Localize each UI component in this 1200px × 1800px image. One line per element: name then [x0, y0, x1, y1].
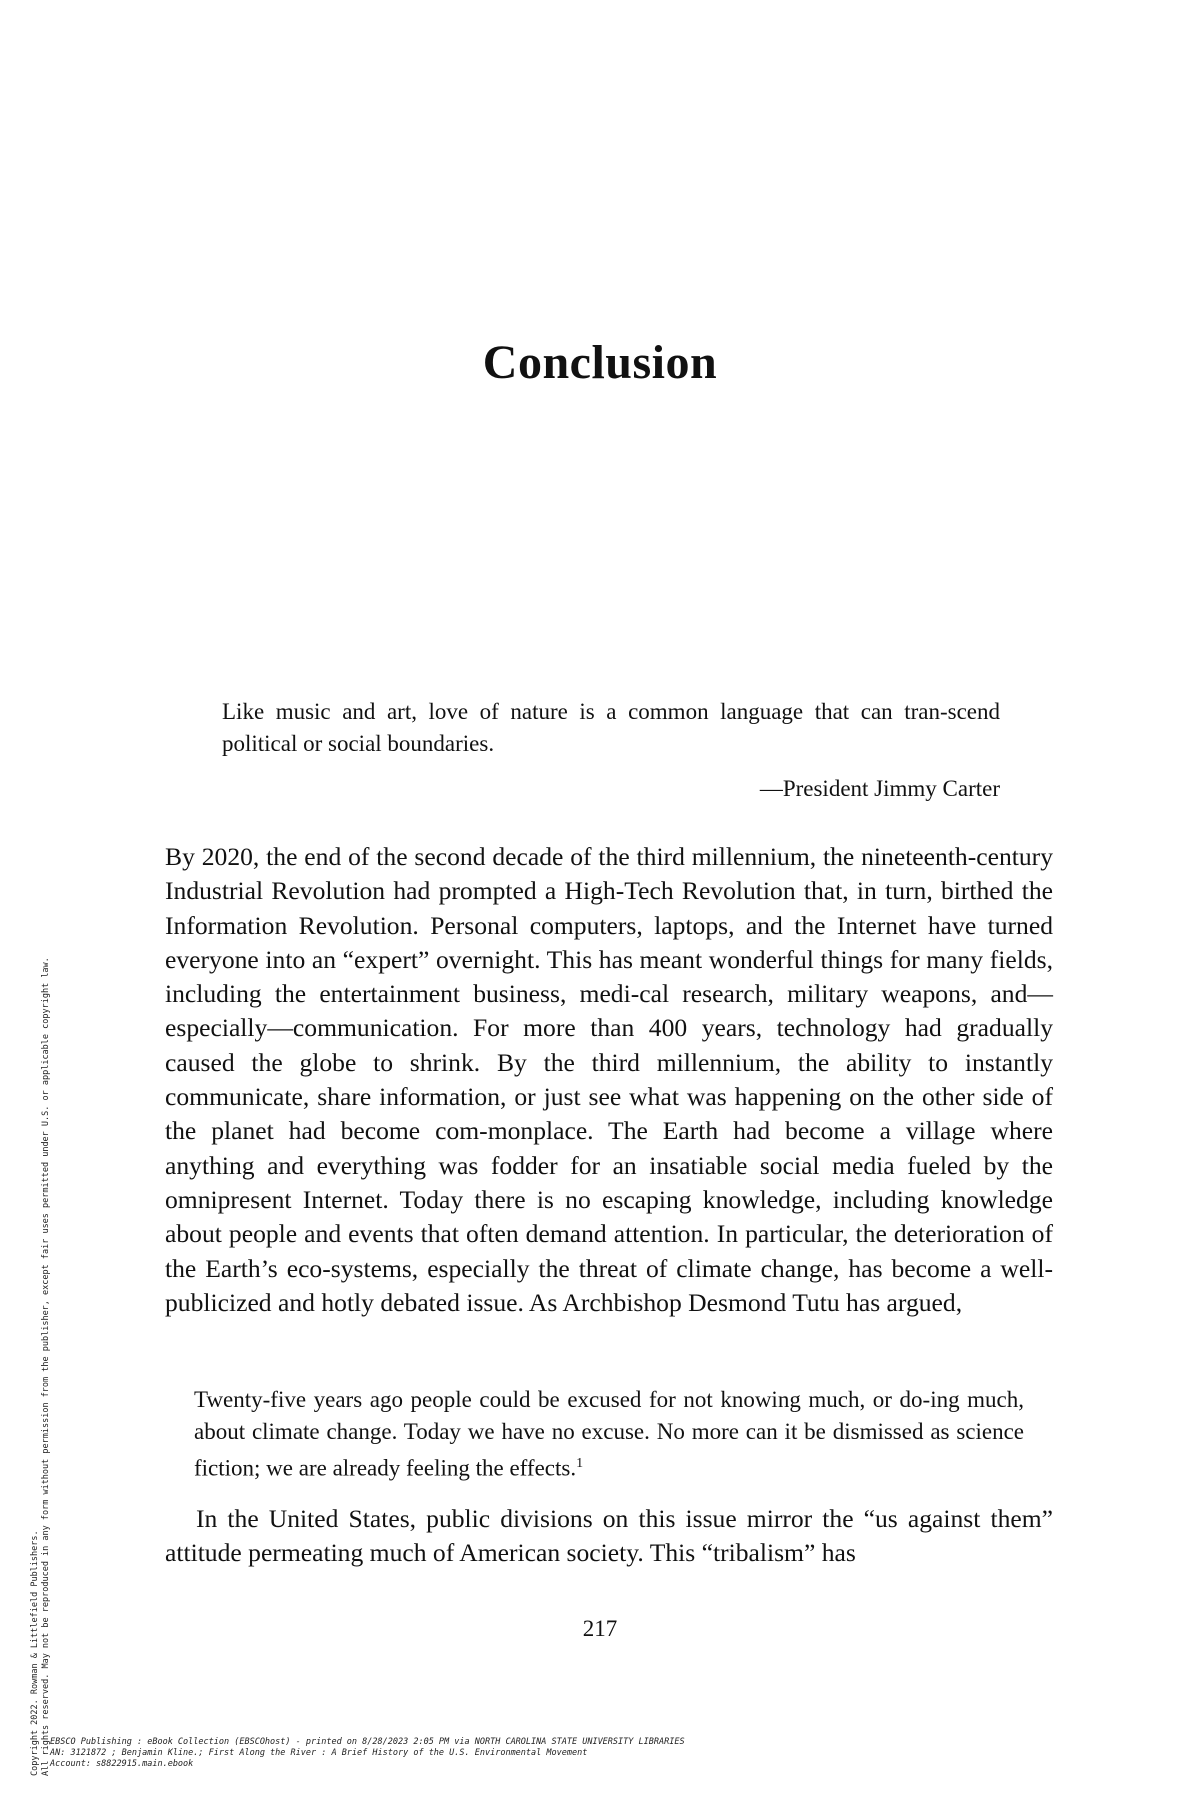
ebook-footer: [50, 1737, 1150, 1770]
page-number: 217: [582, 1616, 618, 1641]
copyright-line-1: Copyright 2022. Rowman & Littlefield Publishers.: [30, 1530, 40, 1776]
block-quote-text: Twenty-five years ago people could be excused for not knowing much, or do-ing much, about climate change. Today we have no excuse. No more can it be dismissed as science fiction; we are already feeling the effects.: [194, 1387, 1024, 1481]
block-quote: [194, 1384, 1024, 1485]
footer-line-3: Account: s8822915.main.ebook: [50, 1759, 194, 1769]
copyright-notice: [30, 576, 52, 1776]
epigraph-quote: Like music and art, love of nature is a common language that can tran-scend political or social boundaries.: [222, 699, 1000, 756]
copyright-line-2: All rights reserved. May not be reproduced in any form without permission from the publisher, except fair uses permitted under U.S. or applicable copyright law.: [41, 957, 51, 1776]
body-paragraph-2: In the United States, public divisions on this issue mirror the “us against them” attitude permeating much of American society. This “tribalism” has: [165, 1504, 1053, 1568]
chapter-title: Conclusion: [482, 336, 718, 389]
epigraph-attribution: —President Jimmy Carter: [759, 776, 1000, 801]
footer-line-1: EBSCO Publishing : eBook Collection (EBSCOhost) - printed on 8/28/2023 2:05 PM via NORTH CAROLINA STATE UNIVERSITY LIBRARIES: [50, 1737, 685, 1747]
footer-line-2: AN: 3121872 ; Benjamin Kline.; First Along the River : A Brief History of the U.S. Environmental Movement: [50, 1748, 588, 1758]
body-paragraph-1: By 2020, the end of the second decade of the third millennium, the nineteenth-century Industrial Revolution had prompted a High-Tech Revolution that, in turn, birthed the Information Revolution. Personal computers, laptops, and the Internet have turned everyone into an “expert” overnight. This has meant wonderful things for many fields, including the entertainment business, medi-cal research, military weapons, and—especially—communication. For more than 400 years, technology had gradually caused the globe to shrink. By the third millennium, the ability to instantly communicate, share information, or just see what was happening on the other side of the planet had become com-monplace. The Earth had become a village where anything and everything was fodder for an insatiable social media fueled by the omnipresent Internet. Today there is no escaping knowledge, including knowledge about people and events that often demand attention. In particular, the deterioration of the Earth’s eco-systems, especially the threat of climate change, has become a well-publicized and hotly debated issue. As Archbishop Desmond Tutu has argued,: [165, 842, 1053, 1317]
footnote-marker[interactable]: 1: [576, 1456, 584, 1471]
